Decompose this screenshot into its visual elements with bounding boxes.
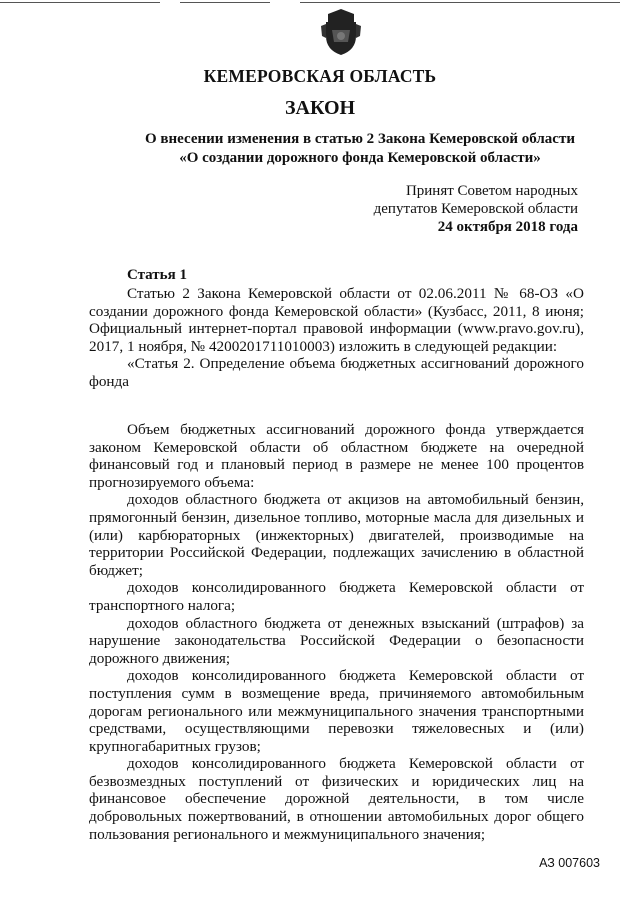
adoption-block [374,182,578,236]
title-line-1: О внесении изменения в статью 2 Закона Кемеровской области [145,131,575,147]
adoption-line-1: Принят Советом народных [405,183,578,199]
title-line-2: «О создании дорожного фонда Кемеровской области» [179,150,541,166]
document-title [80,130,640,168]
top-border-line [300,2,620,3]
article-intro: Статью 2 Закона Кемеровской области от 02.06.2011 № 68-ОЗ «О создании дорожного фонда Кемеровской области» (Кузбасс, 2011, 8 июня; Официальный интернет-портал правовой информации (www.pravo.gov.ru), 2017, 1 ноября, № 4200201711010003) изложить в следующей редакции: [89,285,584,355]
article-intro-block [89,285,584,391]
body-paragraph: доходов консолидированного бюджета Кемеровской области от безвозмездных поступлений от физических и юридических лиц на финансовое обеспечение дорожной деятельности, в том числе добровольных пожертвований, в отношении автомобильных дорог общего пользования регионального и межмуниципального значения; [89,755,584,843]
adoption-date: 24 октября 2018 года [437,219,578,235]
body-paragraph: доходов консолидированного бюджета Кемеровской области от транспортного налога; [89,579,584,614]
quoted-article-heading: «Статья 2. Определение объема бюджетных ассигнований дорожного фонда [89,355,584,390]
top-border-line [180,2,270,3]
region-name: КЕМЕРОВСКАЯ ОБЛАСТЬ [203,66,437,86]
top-border-line [0,2,160,3]
serial-number: АЗ 007603 [539,856,600,870]
body-paragraph: доходов консолидированного бюджета Кемеровской области от поступления сумм в возмещение вреда, причиняемого автомобильным дорогам регионального или межмуниципального значения транспортными средствами, осуществляющими перевозки тяжеловесных и (или) крупногабаритных грузов; [89,667,584,755]
article-body-block [89,421,584,843]
body-paragraph: доходов областного бюджета от акцизов на автомобильный бензин, прямогонный бензин, дизельное топливо, моторные масла для дизельных и (или) карбюраторных (инжекторных) двигателей, производимые на территории Российской Федерации, подлежащих зачислению в областной бюджет; [89,491,584,579]
body-paragraph: Объем бюджетных ассигнований дорожного фонда утверждается законом Кемеровской области об областном бюджете на очередной финансовый год и плановый период в размере не менее 100 процентов прогнозируемого объема: [89,421,584,491]
adoption-line-2: депутатов Кемеровской области [373,201,578,217]
body-paragraph: доходов областного бюджета от денежных взысканий (штрафов) за нарушение законодательства Российской Федерации о безопасности дорожного движения; [89,614,584,667]
coat-of-arms-icon [320,8,362,56]
document-type: ЗАКОН [284,97,356,119]
article-title: Статья 1 [127,267,187,283]
